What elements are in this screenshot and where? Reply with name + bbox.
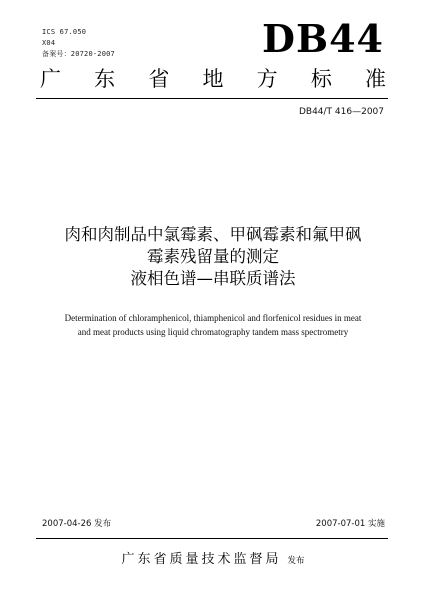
- db-mark: DB44: [262, 16, 384, 61]
- chinese-title-line-2: 霉素残留量的测定: [147, 247, 279, 266]
- issuer-name: 广东省质量技术监督局: [121, 552, 282, 567]
- issue-date: 2007-04-26 发布: [42, 519, 112, 529]
- record-number: 备案号：20720-2007: [42, 50, 115, 58]
- classification-code: X04: [42, 39, 56, 47]
- standard-category-title: 广东省地方标准: [40, 67, 386, 91]
- chinese-title: [20, 224, 406, 290]
- implementation-date: 2007-07-01 实施: [315, 519, 385, 529]
- standard-number: DB44/T 416—2007: [298, 107, 384, 117]
- english-title: [30, 311, 396, 339]
- chinese-title-line-1: 肉和肉制品中氯霉素、甲砜霉素和氟甲砜: [64, 225, 362, 244]
- header-divider: [36, 98, 388, 99]
- issuer-action: 发布: [287, 556, 305, 566]
- ics-code: ICS 67.050: [42, 28, 87, 36]
- english-title-line-2: and meat products using liquid chromatography tandem mass spectrometry: [77, 327, 349, 337]
- issuer-line: [0, 548, 426, 569]
- chinese-title-line-3: 液相色谱—串联质谱法: [130, 269, 296, 288]
- english-title-line-1: Determination of chloramphenicol, thiamphenicol and florfenicol residues in meat: [64, 313, 362, 323]
- footer-divider: [36, 538, 388, 539]
